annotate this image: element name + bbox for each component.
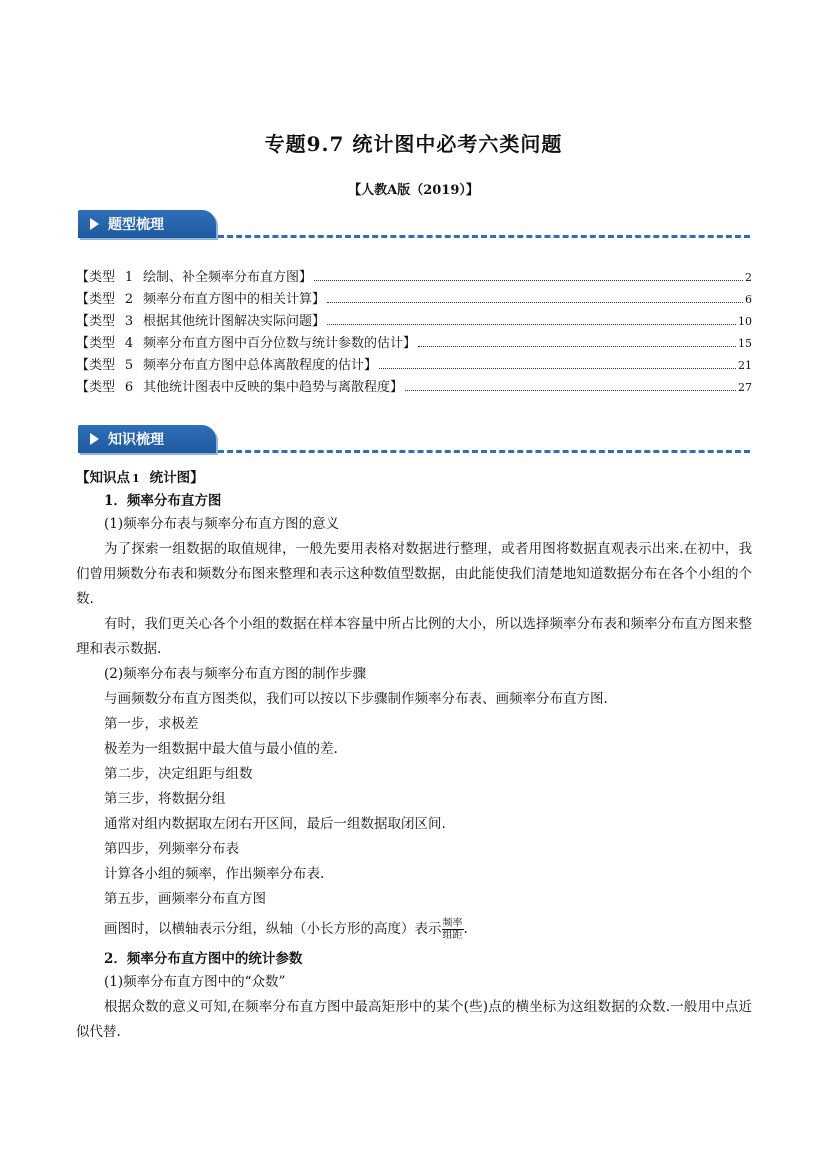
toc-prefix: 【类型: [76, 358, 116, 373]
toc-leader-dots: [314, 268, 743, 281]
toc-leader-dots: [327, 290, 743, 303]
paragraph: 有时，我们更关心各个小组的数据在样本容量中所占比例的大小，所以选择频率分布表和频率分布直方图来整理和表示数据.: [76, 616, 752, 657]
step-label: 第二步，决定组距与组数: [104, 766, 253, 782]
toc-number: 2: [124, 292, 134, 307]
banner-tab: [78, 425, 216, 453]
subsection-heading: (2)频率分布表与频率分布直方图的制作步骤: [104, 666, 367, 682]
toc-entry[interactable]: [76, 290, 752, 312]
step-description: 画图时，以横轴表示分组，纵轴（小长方形的高度）表示 $\frac{\text{频率}}{\text{组距}}$ .: [104, 918, 468, 941]
toc-page-number: 27: [738, 381, 752, 394]
toc-page-number: 15: [738, 337, 752, 350]
toc-page-number: 6: [745, 293, 752, 306]
toc-entry[interactable]: [76, 334, 752, 356]
table-of-contents: [76, 268, 752, 400]
toc-text: 其他统计图表中反映的集中趋势与离散程度】: [143, 380, 404, 395]
toc-prefix: 【类型: [76, 380, 116, 395]
paragraph: 根据众数的意义可知,在频率分布直方图中最高矩形中的某个(些)点的横坐标为这组数据的众数.一般用中点近似代替.: [76, 999, 752, 1040]
toc-page-number: 21: [738, 359, 752, 372]
page-title: 专题9.7 统计图中必考六类问题: [264, 132, 563, 156]
step-label: 第五步，画频率分布直方图: [104, 891, 266, 907]
toc-number: 1: [124, 270, 134, 285]
toc-number: 4: [124, 336, 134, 351]
banner-tab: [78, 210, 216, 238]
toc-prefix: 【类型: [76, 336, 116, 351]
section-heading: 1．频率分布直方图: [104, 493, 222, 509]
play-arrow-icon: [90, 433, 99, 445]
knowledge-content: [76, 467, 752, 1045]
toc-text: 频率分布直方图中的相关计算】: [143, 292, 326, 307]
step-label: 第一步，求极差: [104, 716, 199, 732]
toc-text: 频率分布直方图中总体离散程度的估计】: [143, 358, 378, 373]
banner-label: 题型梳理: [108, 217, 164, 233]
toc-prefix: 【类型: [76, 292, 116, 307]
paragraph: 与画频数分布直方图类似，我们可以按以下步骤制作频率分布表、画频率分布直方图.: [104, 691, 608, 707]
knowledge-section-banner: [78, 423, 750, 457]
toc-number: 6: [124, 380, 134, 395]
toc-entry[interactable]: [76, 356, 752, 378]
toc-number: 5: [124, 358, 134, 373]
toc-leader-dots: [405, 378, 736, 391]
toc-number: 3: [124, 314, 134, 329]
edition-subtitle: 【人教A版（2019）】: [348, 183, 479, 198]
fraction-frequency-over-width: $\frac{\text{频率}}{\text{组距}}$: [442, 918, 463, 941]
toc-text: 频率分布直方图中百分位数与统计参数的估计】: [143, 336, 417, 351]
paragraph: 为了探索一组数据的取值规律，一般先要用表格对数据进行整理，或者用图将数据直观表示出来.在初中，我们曾用频数分布表和频数分布图来整理和表示这种数值型数据，由此能使我们清楚地知道数据分布在各个小组的个数.: [76, 541, 752, 607]
toc-page-number: 2: [745, 271, 752, 284]
toc-text: 绘制、补全频率分布直方图】: [143, 270, 313, 285]
step-label: 第四步，列频率分布表: [104, 841, 239, 857]
step-description: 极差为一组数据中最大值与最小值的差.: [104, 741, 338, 757]
knowledge-point-heading: 【知识点 1 统计图】: [76, 470, 204, 486]
toc-text: 根据其他统计图解决实际问题】: [143, 314, 326, 329]
toc-prefix: 【类型: [76, 314, 116, 329]
toc-leader-dots: [379, 356, 736, 369]
banner-dashed-rule: [218, 235, 750, 238]
knowledge-point-number: 1: [132, 472, 140, 485]
section-heading: 2．频率分布直方图中的统计参数: [104, 951, 303, 967]
play-arrow-icon: [90, 218, 99, 230]
step-label: 第三步，将数据分组: [104, 791, 226, 807]
toc-page-number: 10: [738, 315, 752, 328]
banner-label: 知识梳理: [108, 432, 164, 448]
subsection-heading: (1)频率分布直方图中的“众数”: [104, 974, 286, 990]
toc-leader-dots: [418, 334, 736, 347]
step-description: 计算各小组的频率，作出频率分布表.: [104, 866, 325, 882]
toc-entry[interactable]: [76, 312, 752, 334]
toc-entry[interactable]: [76, 268, 752, 290]
banner-dashed-rule: [218, 450, 750, 453]
toc-entry[interactable]: [76, 378, 752, 400]
subsection-heading: (1)频率分布表与频率分布直方图的意义: [104, 516, 340, 532]
toc-leader-dots: [327, 312, 736, 325]
toc-section-banner: [78, 208, 750, 242]
toc-prefix: 【类型: [76, 270, 116, 285]
step-description: 通常对组内数据取左闭右开区间，最后一组数据取闭区间.: [104, 816, 446, 832]
